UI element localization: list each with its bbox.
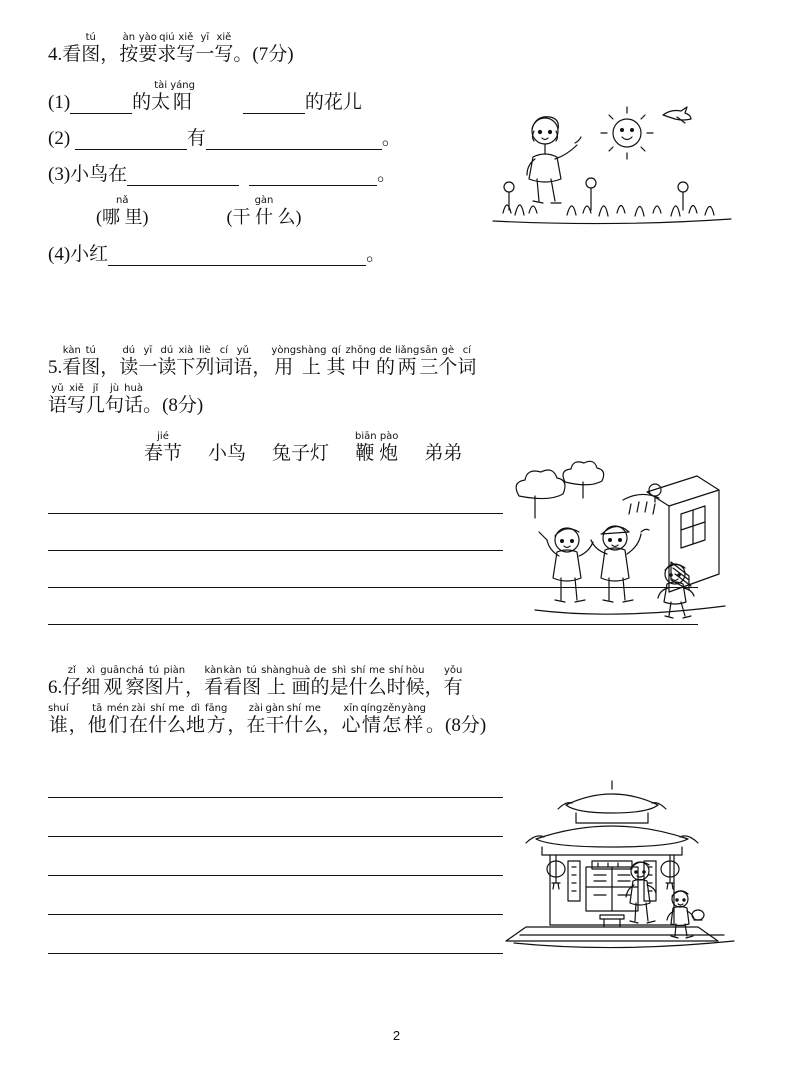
item-4-text: 小红 xyxy=(70,244,109,265)
ruby-char: ， xyxy=(424,677,444,698)
ruby-char: liè 列 xyxy=(195,345,215,378)
item-3-text: 小鸟在 xyxy=(70,164,128,185)
ruby-char: ， xyxy=(100,357,120,378)
question-5-heading-line-1 xyxy=(48,345,748,379)
ruby-char: 。 xyxy=(143,395,163,416)
ruby-char: nǎ (哪 里) xyxy=(96,195,149,227)
ruby-char: xiě 写 xyxy=(214,32,234,65)
item-number: (3) xyxy=(48,164,71,185)
ruby-char: qí 其 xyxy=(326,345,346,378)
word-bank-item: jié 春节 xyxy=(144,431,183,464)
ruby-char: shí 时 xyxy=(386,665,406,698)
question-4-heading xyxy=(48,32,478,66)
ruby-char: àn 按 xyxy=(119,32,139,65)
ruby-char: ， xyxy=(322,715,342,736)
ruby-char: zài 在 xyxy=(128,703,148,736)
illustration-girl-sun-flowers xyxy=(487,95,737,240)
question-6-number: 6. xyxy=(48,677,63,698)
ruby-char: dì 地 xyxy=(185,703,205,736)
item-number: (2) xyxy=(48,128,71,149)
ruby-char: 。 xyxy=(233,44,253,65)
writing-line[interactable] xyxy=(48,759,503,798)
ruby-char: gàn 干 xyxy=(265,703,285,736)
ruby-char: xīn 心 xyxy=(341,703,361,736)
ruby-char: me 么 xyxy=(166,703,186,736)
writing-line[interactable] xyxy=(48,915,503,954)
ruby-char: yàng 样 xyxy=(401,703,427,736)
ruby-char: yī 一 xyxy=(138,345,158,378)
word-bank-item: biān pào 鞭 炮 xyxy=(355,431,399,464)
ruby-char: gàn (干 什 么) xyxy=(226,195,302,227)
ruby-char: xià 下 xyxy=(176,345,196,378)
ruby-char: ， xyxy=(185,677,205,698)
ruby-char: shí 什 xyxy=(348,665,368,698)
ruby-char: qiú 求 xyxy=(157,32,177,65)
ruby-char: tú 图 xyxy=(242,665,262,698)
ruby-char: shuí 谁 xyxy=(48,703,69,736)
ruby-char: sān 三 xyxy=(419,345,439,378)
ruby-char: 看 xyxy=(62,44,82,65)
ruby-char: me 么 xyxy=(303,703,323,736)
ruby-char: yào 要 xyxy=(138,32,158,65)
answer-blank[interactable] xyxy=(243,95,305,114)
answer-blank[interactable] xyxy=(206,131,382,150)
ruby-char: huà 画 xyxy=(291,665,311,698)
item-2-middle-text: 有 xyxy=(186,128,206,149)
question-5-heading-line-2 xyxy=(48,383,748,417)
ruby-char: hòu 候 xyxy=(405,665,425,698)
ruby-char: yī 一 xyxy=(195,32,215,65)
ruby-char: tú 图 xyxy=(81,32,101,65)
ruby-char: guān 观 xyxy=(100,665,126,698)
ruby-char: xì 细 xyxy=(81,665,101,698)
ruby-char: kàn 看 xyxy=(62,345,82,378)
ruby-char: cí 词 xyxy=(457,345,477,378)
ruby-char: de 的 xyxy=(375,345,395,378)
ruby-char: kàn 看 xyxy=(204,665,224,698)
ruby-char: cí 词 xyxy=(214,345,234,378)
answer-blank[interactable] xyxy=(75,131,187,150)
item-4-period: 。 xyxy=(366,244,386,265)
ruby-char: me 么 xyxy=(367,665,387,698)
item-3-period: 。 xyxy=(377,164,397,185)
ruby-char: ， xyxy=(100,44,120,65)
ruby-char: 的 xyxy=(132,92,152,113)
ruby-char: mén 们 xyxy=(106,703,129,736)
question-5-score: (8分) xyxy=(162,395,204,416)
ruby-char: shí 什 xyxy=(284,703,304,736)
ruby-char: ， xyxy=(252,357,272,378)
writing-line[interactable] xyxy=(48,876,503,915)
writing-line[interactable] xyxy=(48,837,503,876)
ruby-char: gè 个 xyxy=(438,345,458,378)
ruby-char: huà 话 xyxy=(124,383,144,416)
ruby-char: de 的 xyxy=(310,665,330,698)
answer-blank[interactable] xyxy=(249,167,377,186)
answer-blank[interactable] xyxy=(127,167,239,186)
word-bank-item: 兔子灯 xyxy=(272,443,330,464)
ruby-char: zěn 怎 xyxy=(382,703,402,736)
ruby-char: shàng 上 xyxy=(296,345,327,378)
ruby-char: yǔ 语 xyxy=(233,345,253,378)
ruby-char: tú 图 xyxy=(81,345,101,378)
ruby-char: chá 察 xyxy=(125,665,145,698)
illustration-temple-shop-lanterns xyxy=(480,775,745,955)
ruby-char: zhōng 中 xyxy=(345,345,376,378)
ruby-char: yǒu 有 xyxy=(443,665,463,698)
ruby-char: yǔ 语 xyxy=(48,383,68,416)
question-4-sublabels xyxy=(96,195,478,229)
ruby-char: ， xyxy=(227,715,247,736)
ruby-char: tài 太 xyxy=(151,80,171,113)
question-4-item-4 xyxy=(48,243,478,266)
ruby-char: yáng 阳 xyxy=(170,80,195,113)
question-6-heading-line-2 xyxy=(48,703,748,737)
word-bank-item: 小鸟 xyxy=(208,443,247,464)
ruby-char: dú 读 xyxy=(119,345,139,378)
question-4-item-2 xyxy=(48,127,478,150)
page-number: 2 xyxy=(392,1028,401,1043)
ruby-char: zǐ 仔 xyxy=(62,665,82,698)
ruby-char: piàn 片 xyxy=(163,665,186,698)
answer-blank[interactable] xyxy=(70,95,132,114)
ruby-char: liǎng 两 xyxy=(394,345,420,378)
ruby-char: jù 句 xyxy=(105,383,125,416)
question-4-item-3 xyxy=(48,163,478,186)
ruby-char: kàn 看 xyxy=(223,665,243,698)
illustration-children-firecrackers xyxy=(505,452,740,622)
question-6-score: (8分) xyxy=(445,715,487,736)
ruby-char: fāng 方 xyxy=(205,703,228,736)
writing-line[interactable] xyxy=(48,514,503,551)
item-number: (4) xyxy=(48,244,71,265)
answer-blank[interactable] xyxy=(108,247,366,266)
ruby-char: shì 是 xyxy=(329,665,349,698)
ruby-char: jǐ 几 xyxy=(86,383,106,416)
ruby-char: dú 读 xyxy=(157,345,177,378)
ruby-char: tā 他 xyxy=(87,703,107,736)
question-6-heading-line-1 xyxy=(48,665,748,699)
question-4-number: 4. xyxy=(48,44,63,65)
question-4-item-1: (1) 的 tài 太 yáng 阳 的花儿 xyxy=(48,80,362,113)
ruby-char: ， xyxy=(68,715,88,736)
writing-line[interactable] xyxy=(48,798,503,837)
ruby-char: shí 什 xyxy=(147,703,167,736)
question-5-number: 5. xyxy=(48,357,63,378)
ruby-char: tú 图 xyxy=(144,665,164,698)
item-2-period: 。 xyxy=(381,128,401,149)
ruby-char: xiě 写 xyxy=(176,32,196,65)
question-4 xyxy=(48,32,478,279)
ruby-char: qíng 情 xyxy=(360,703,383,736)
writing-line[interactable] xyxy=(48,477,503,514)
word-bank-item: 弟弟 xyxy=(424,443,463,464)
ruby-char: xiě 写 xyxy=(67,383,87,416)
item-number: (1) xyxy=(48,92,71,113)
ruby-char: zài 在 xyxy=(246,703,266,736)
ruby-char: yòng 用 xyxy=(271,345,297,378)
question-4-score: (7分) xyxy=(252,44,294,65)
ruby-char: 。 xyxy=(426,715,446,736)
ruby-char: shàng 上 xyxy=(261,665,292,698)
